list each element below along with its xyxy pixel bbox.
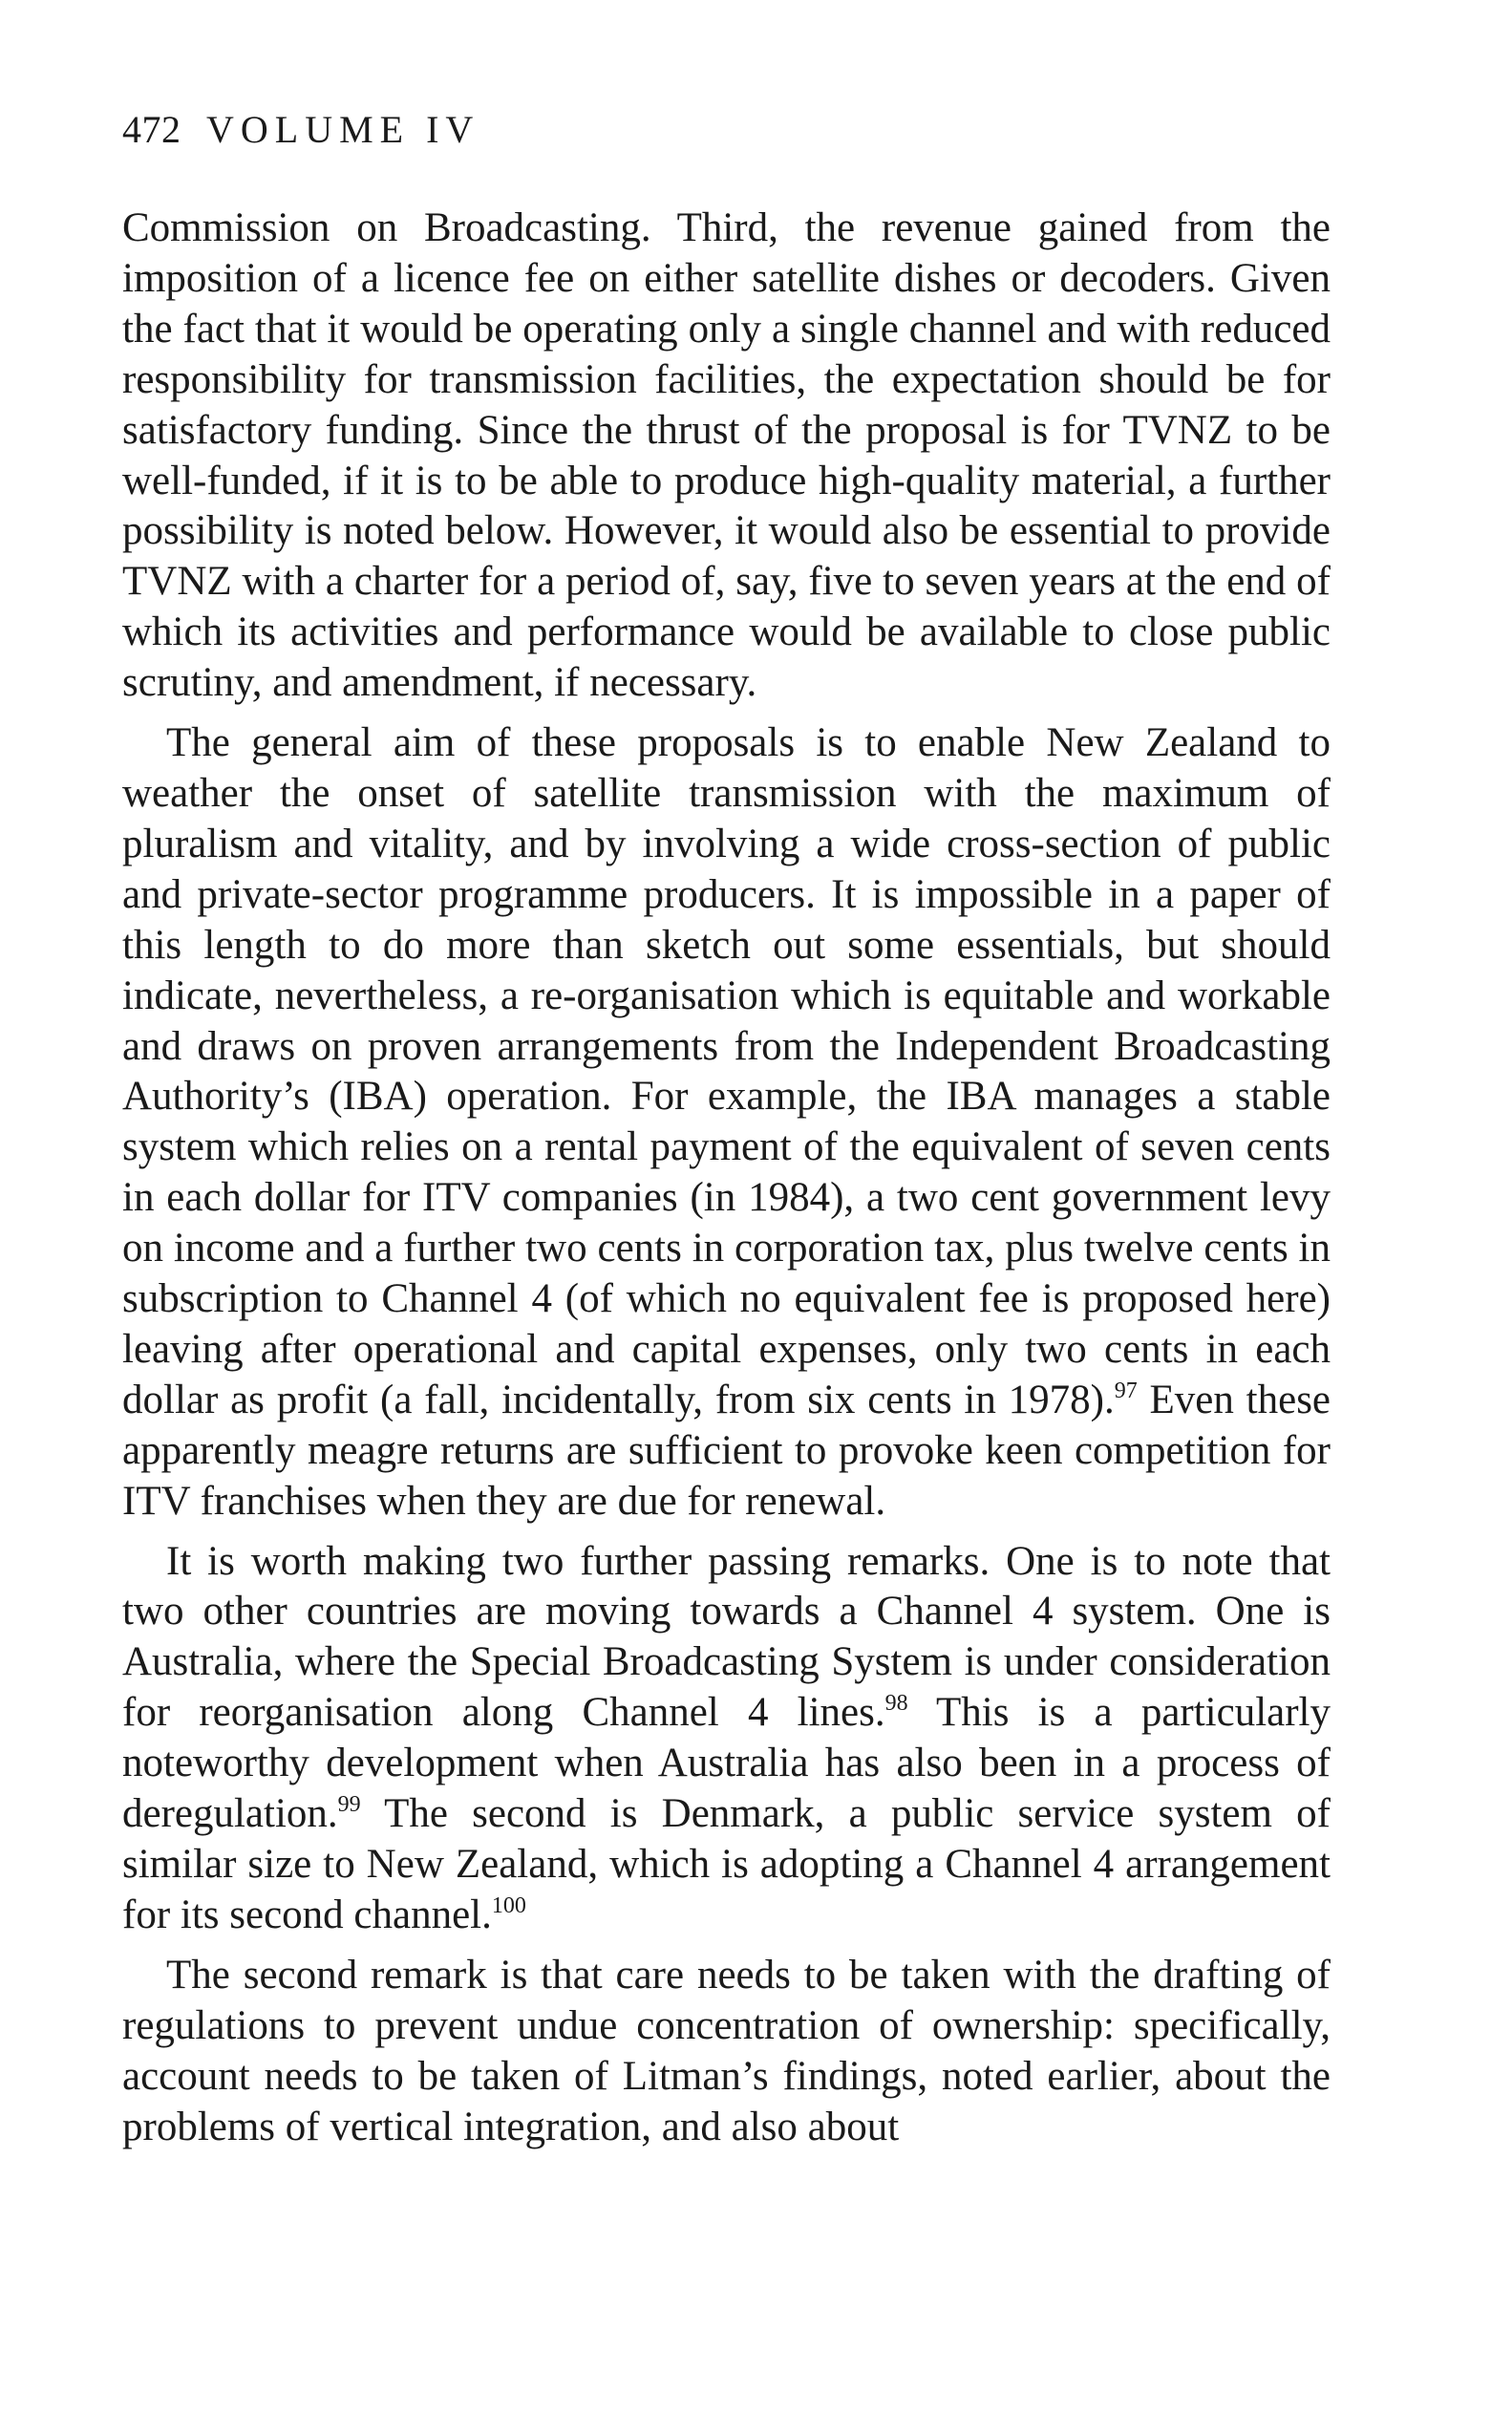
body-text xyxy=(122,203,1331,2152)
footnote-ref-100[interactable]: 100 xyxy=(491,1892,526,1918)
volume-label: VOLUME IV xyxy=(206,108,480,151)
paragraph-2-text-b: Even these apparently meagre returns are sufficient to provoke keen competition for ITV franchises when they are due for renewal. xyxy=(122,1377,1331,1524)
footnote-ref-97[interactable]: 97 xyxy=(1114,1378,1138,1403)
paragraph-3 xyxy=(122,1537,1331,1941)
paragraph-2 xyxy=(122,718,1331,1528)
paragraph-3-text-b: This is a particularly noteworthy development when Australia has also been in a process of deregulation. xyxy=(122,1690,1331,1837)
paragraph-4 xyxy=(122,1951,1331,2153)
paragraph-4-text: The second remark is that care needs to be taken with the drafting of regulations to prevent undue concentration of ownership: specifically, account needs to be taken of Litman’s findings, noted earlier, about the problems of vertical integration, and also about xyxy=(122,1952,1331,2149)
paragraph-3-text-c: The second is Denmark, a public service system of similar size to New Zealand, which is adopting a Channel 4 arrangement for its second channel. xyxy=(122,1791,1331,1937)
footnote-ref-98[interactable]: 98 xyxy=(884,1691,908,1717)
paragraph-1-text: Commission on Broadcasting. Third, the revenue gained from the imposition of a licence fee on either satellite dishes or decoders. Given the fact that it would be operating only a single channel and with reduced responsibility for transmission facilities, the expectation should be for satisfactory funding. Since the thrust of the proposal is for TVNZ to be well-funded, if it is to be able to produce high-quality material, a further possibility is noted below. However, it would also be essential to provide TVNZ with a charter for a period of, say, five to seven years at the end of which its activities and performance would be available to close public scrutiny, and amendment, if necessary. xyxy=(122,205,1331,706)
paragraph-3-text-a: It is worth making two further passing remarks. One is to note that two other countries are moving towards a Channel 4 system. One is Australia, where the Special Broadcasting System is under consideration for reorganisation along Channel 4 lines. xyxy=(122,1538,1331,1736)
page-number: 472 xyxy=(122,108,181,151)
paragraph-1 xyxy=(122,203,1331,709)
running-head xyxy=(122,107,479,152)
footnote-ref-99[interactable]: 99 xyxy=(337,1792,361,1818)
paragraph-2-text-a: The general aim of these proposals is to enable New Zealand to weather the onset of satellite transmission with the maximum of pluralism and vitality, and by involving a wide cross-section of public and private-sector programme producers. It is impossible in a paper of this length to do more than sketch out some essentials, but should indicate, nevertheless, a re-organisation which is equitable and workable and draws on proven arrangements from the Independent Broadcasting Authority’s (IBA) operation. For example, the IBA manages a stable system which relies on a rental payment of the equivalent of seven cents in each dollar for ITV companies (in 1984), a two cent government levy on income and a further two cents in corporation tax, plus twelve cents in subscription to Channel 4 (of which no equivalent fee is proposed here) leaving after operational and capital expenses, only two cents in each dollar as profit (a fall, incidentally, from six cents in 1978). xyxy=(122,720,1331,1422)
